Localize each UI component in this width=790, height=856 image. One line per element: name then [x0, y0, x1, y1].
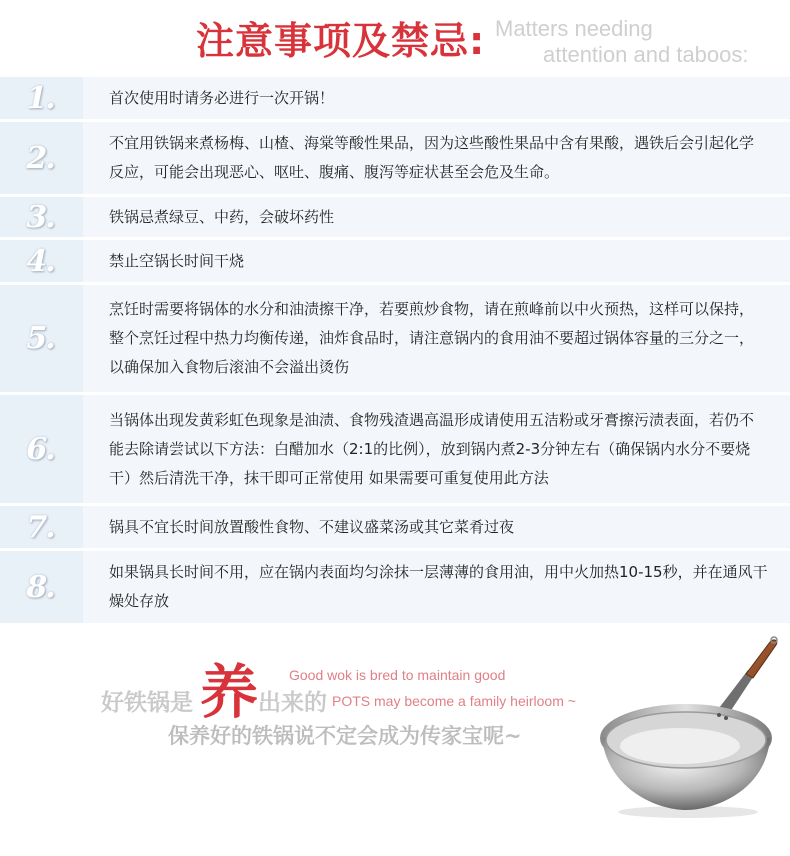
notice-text: 不宜用铁锅来煮杨梅、山楂、海棠等酸性果品，因为这些酸性果品中含有果酸，遇铁后会引起化学反应，可能会出现恶心、呕吐、腹痛、腹泻等症状甚至会危及生命。 [109, 134, 755, 181]
notice-number-cell [0, 77, 80, 119]
notice-row [0, 506, 790, 548]
page-subtitle-line2: attention and taboos: [543, 42, 749, 67]
notice-text: 铁锅忌煮绿豆、中药，会破坏药性 [109, 207, 335, 226]
notice-text-cell [83, 506, 790, 548]
notice-text-cell [83, 240, 790, 282]
notice-number: 3. [26, 199, 54, 235]
notice-row [0, 395, 790, 503]
notice-number: 1. [26, 80, 54, 116]
slogan-left: 好铁锅是 [101, 690, 193, 716]
page-subtitle-line1: Matters needing [495, 16, 653, 41]
slogan-right: 出来的 [258, 690, 327, 716]
notice-number-cell [0, 395, 80, 503]
slogan-subtitle: 保养好的铁锅说不定会成为传家宝呢~ [168, 724, 522, 748]
notice-number-cell [0, 122, 80, 194]
notice-text-cell [83, 122, 790, 194]
notice-row [0, 285, 790, 392]
notice-number: 5. [26, 321, 54, 356]
notice-text: 如果锅具长时间不用，应在锅内表面均匀涂抹一层薄薄的食用油，用中火加热10-15秒，并在通风干燥处存放 [109, 563, 768, 610]
notice-text: 当锅体出现发黄彩虹色现象是油渍、食物残渣遇高温形成请使用五洁粉或牙膏擦污渍表面，若仍不能去除请尝试以下方法：白醋加水（2:1的比例），放到锅内煮2-3分钟左右（确保锅内水分不要烧干）然后清洗干净，抹干即可正常使用 如果需要可重复使用此方法 [109, 410, 755, 487]
notice-number-cell [0, 240, 80, 282]
notice-number-cell [0, 197, 80, 237]
notice-text: 锅具不宜长时间放置酸性食物、不建议盛菜汤或其它菜肴过夜 [109, 517, 515, 536]
notice-row [0, 240, 790, 282]
page-title: 注意事项及禁忌: [196, 19, 486, 63]
slogan-en-line2: POTS may become a family heirloom ~ [332, 693, 576, 709]
header [0, 0, 790, 72]
notice-number: 4. [26, 243, 54, 279]
notice-row [0, 122, 790, 194]
notice-number: 7. [26, 509, 54, 545]
notice-number-cell [0, 506, 80, 548]
wok-image-icon [598, 630, 788, 820]
slogan-en-line1: Good wok is bred to maintain good [289, 667, 506, 683]
notice-text-cell [83, 197, 790, 237]
notice-text: 首次使用时请务必进行一次开锅！ [109, 88, 335, 107]
notice-row [0, 197, 790, 237]
notice-number: 2. [26, 140, 54, 176]
notice-text-cell [83, 551, 790, 623]
notice-list [0, 77, 790, 626]
notice-text-cell [83, 77, 790, 119]
notice-row [0, 77, 790, 119]
slogan-highlight: 养 [200, 658, 259, 726]
notice-number: 6. [26, 431, 54, 467]
notice-number: 8. [26, 569, 54, 605]
notice-text: 禁止空锅长时间干烧 [109, 251, 245, 270]
notice-number-cell [0, 551, 80, 623]
notice-text: 烹饪时需要将锅体的水分和油渍擦干净，若要煎炒食物，请在煎峰前以中火预热，这样可以保持，整个烹饪过程中热力均衡传递，油炸食品时，请注意锅内的食用油不要超过锅体容量的三分之一，以确保加入食物后滚油不会溢出烫伤 [109, 300, 755, 376]
notice-text-cell [83, 395, 790, 503]
notice-text-cell [83, 285, 790, 392]
notice-number-cell [0, 285, 80, 392]
notice-row [0, 551, 790, 623]
